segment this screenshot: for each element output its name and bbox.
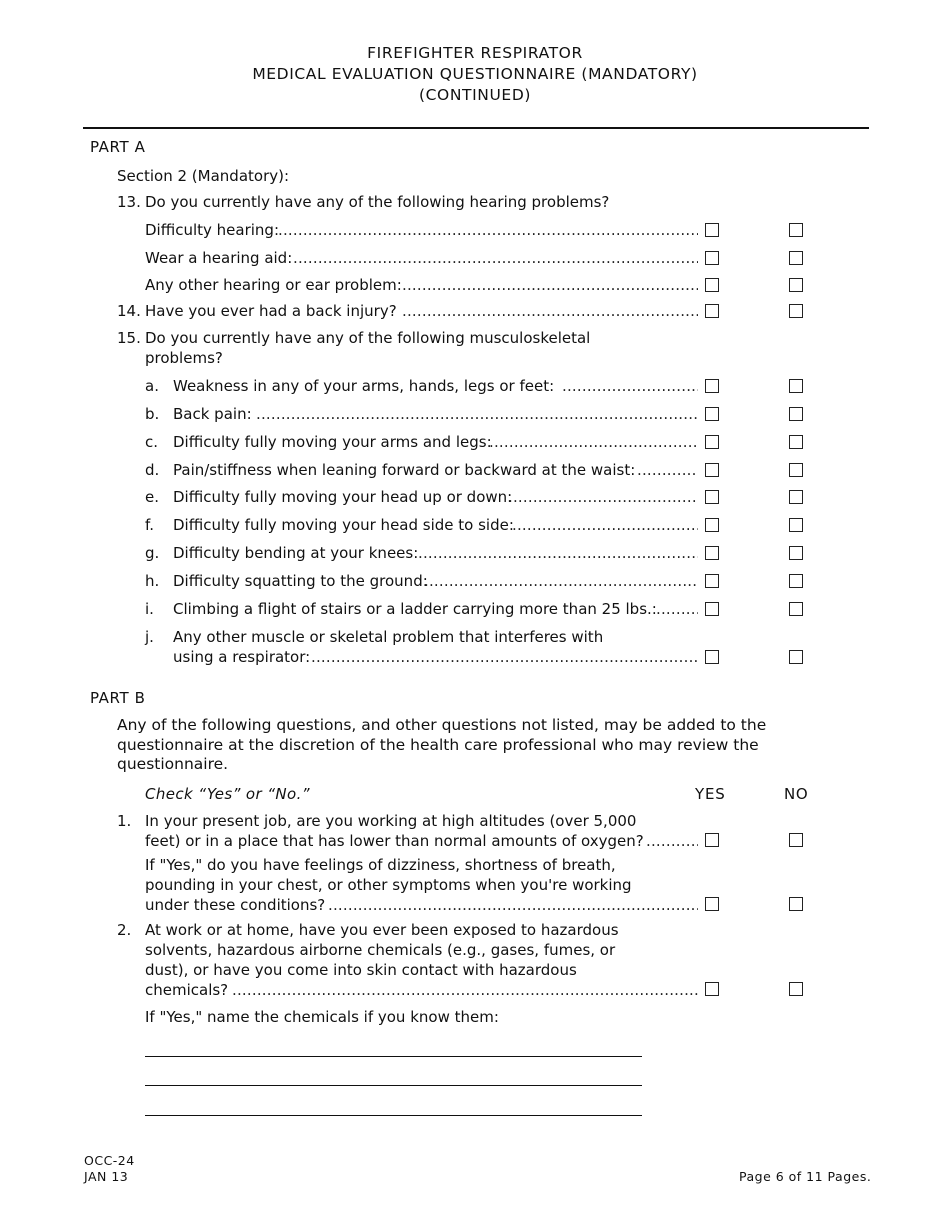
yes-checkbox[interactable] (705, 490, 719, 504)
b-q1-followup-cont: pounding in your chest, or other symptoms when you're working (145, 876, 632, 894)
form-subtitle: MEDICAL EVALUATION QUESTIONNAIRE (MANDATORY) (252, 65, 698, 83)
yes-checkbox[interactable] (705, 897, 719, 911)
dot-leader (311, 647, 698, 667)
b-q2-text: At work or at home, have you ever been exposed to hazardous (145, 921, 619, 939)
no-checkbox[interactable] (789, 518, 803, 532)
yes-checkbox[interactable] (705, 223, 719, 237)
yes-checkbox[interactable] (705, 574, 719, 588)
q15-item-label: Climbing a flight of stairs or a ladder carrying more than 25 lbs.: (173, 600, 657, 618)
q13-number: 13. (117, 193, 141, 211)
no-checkbox[interactable] (789, 379, 803, 393)
b-q2-text-cont: chemicals? (145, 981, 229, 999)
q15-item-label: Difficulty fully moving your head side to side: (173, 516, 514, 534)
b-q1-number: 1. (117, 812, 132, 830)
b-q2-text-cont: solvents, hazardous airborne chemicals (e.g., gases, fumes, or (145, 941, 616, 959)
yes-checkbox[interactable] (705, 278, 719, 292)
q15-item-label: Difficulty fully moving your head up or down: (173, 488, 513, 506)
yes-checkbox[interactable] (705, 518, 719, 532)
q13-item-label: Difficulty hearing: (145, 221, 280, 239)
item-letter: i. (145, 600, 154, 618)
b-q2-followup: If "Yes," name the chemicals if you know them: (145, 1008, 499, 1026)
form-id: OCC-24 (84, 1153, 135, 1168)
section-2-label: Section 2 (Mandatory): (117, 167, 290, 185)
part-b-intro: Any of the following questions, and other questions not listed, may be added to the (117, 716, 767, 734)
check-instruction: Check “Yes” or “No.” (145, 785, 310, 803)
no-checkbox[interactable] (789, 251, 803, 265)
dot-leader (512, 515, 698, 535)
yes-checkbox[interactable] (705, 435, 719, 449)
no-checkbox[interactable] (789, 574, 803, 588)
dot-leader (508, 487, 698, 507)
q15-item-label: Pain/stiffness when leaning forward or backward at the waist: (173, 461, 636, 479)
no-checkbox[interactable] (789, 650, 803, 664)
dot-leader (278, 220, 698, 240)
yes-checkbox[interactable] (705, 463, 719, 477)
q15-item-label: Difficulty fully moving your arms and legs: (173, 433, 492, 451)
dot-leader (562, 376, 698, 396)
q14-number: 14. (117, 302, 141, 320)
yes-checkbox[interactable] (705, 650, 719, 664)
dot-leader (402, 275, 698, 295)
dot-leader (328, 895, 698, 915)
b-q2-text-cont: dust), or have you come into skin contact with hazardous (145, 961, 577, 979)
dot-leader (256, 404, 698, 424)
dot-leader (489, 432, 698, 452)
yes-checkbox[interactable] (705, 546, 719, 560)
form-date: JAN 13 (84, 1169, 129, 1184)
yes-checkbox[interactable] (705, 833, 719, 847)
item-letter: h. (145, 572, 160, 590)
q15-text: Do you currently have any of the following musculoskeletal (145, 329, 591, 347)
q15-text-cont: problems? (145, 349, 223, 367)
b-q1-followup-cont: under these conditions? (145, 896, 326, 914)
header-rule (83, 127, 869, 129)
no-column-header: NO (784, 785, 809, 803)
b-q1-text: In your present job, are you working at high altitudes (over 5,000 (145, 812, 637, 830)
no-checkbox[interactable] (789, 833, 803, 847)
dot-leader (418, 543, 698, 563)
no-checkbox[interactable] (789, 602, 803, 616)
part-b-intro-cont: questionnaire at the discretion of the health care professional who may review the (117, 735, 759, 754)
yes-checkbox[interactable] (705, 304, 719, 318)
q15-item-label: Difficulty bending at your knees: (173, 544, 419, 562)
q15-item-label-cont: using a respirator: (173, 648, 311, 666)
no-checkbox[interactable] (789, 223, 803, 237)
chemicals-answer-line[interactable] (145, 1056, 642, 1057)
q15-number: 15. (117, 329, 141, 347)
dot-leader (232, 980, 698, 1000)
dot-leader (293, 248, 698, 268)
item-letter: j. (145, 628, 154, 646)
item-letter: d. (145, 461, 160, 479)
chemicals-answer-line[interactable] (145, 1115, 642, 1116)
b-q1-followup: If "Yes," do you have feelings of dizziness, shortness of breath, (145, 856, 616, 874)
form-continued: (CONTINUED) (418, 86, 532, 104)
page-number: Page 6 of 11 Pages. (739, 1169, 872, 1184)
item-letter: g. (145, 544, 160, 562)
no-checkbox[interactable] (789, 897, 803, 911)
q15-item-label: Any other muscle or skeletal problem that interferes with (173, 628, 604, 646)
q13-item-label: Wear a hearing aid: (145, 249, 293, 267)
no-checkbox[interactable] (789, 435, 803, 449)
dot-leader (646, 831, 698, 851)
dot-leader (656, 599, 698, 619)
form-title: FIREFIGHTER RESPIRATOR (367, 44, 583, 62)
yes-checkbox[interactable] (705, 407, 719, 421)
q15-item-label: Back pain: (173, 405, 252, 423)
q13-item-label: Any other hearing or ear problem: (145, 276, 402, 294)
no-checkbox[interactable] (789, 982, 803, 996)
b-q1-text-cont: feet) or in a place that has lower than normal amounts of oxygen? (145, 832, 644, 850)
yes-checkbox[interactable] (705, 379, 719, 393)
yes-checkbox[interactable] (705, 982, 719, 996)
dot-leader (402, 301, 698, 321)
item-letter: b. (145, 405, 160, 423)
part-a-title: PART A (90, 138, 146, 156)
yes-checkbox[interactable] (705, 251, 719, 265)
dot-leader (637, 460, 698, 480)
yes-column-header: YES (695, 785, 726, 803)
item-letter: f. (145, 516, 154, 534)
no-checkbox[interactable] (789, 304, 803, 318)
q13-text: Do you currently have any of the following hearing problems? (145, 193, 610, 211)
q15-item-label: Weakness in any of your arms, hands, legs or feet: (173, 377, 555, 395)
no-checkbox[interactable] (789, 407, 803, 421)
no-checkbox[interactable] (789, 546, 803, 560)
no-checkbox[interactable] (789, 278, 803, 292)
q15-item-label: Difficulty squatting to the ground: (173, 572, 428, 590)
dot-leader (424, 571, 698, 591)
q14-text: Have you ever had a back injury? (145, 302, 397, 320)
part-b-title: PART B (90, 689, 146, 707)
yes-checkbox[interactable] (705, 602, 719, 616)
b-q2-number: 2. (117, 921, 132, 939)
part-b-intro-cont: questionnaire. (117, 755, 229, 773)
no-checkbox[interactable] (789, 463, 803, 477)
item-letter: e. (145, 488, 159, 506)
item-letter: c. (145, 433, 159, 451)
item-letter: a. (145, 377, 159, 395)
no-checkbox[interactable] (789, 490, 803, 504)
chemicals-answer-line[interactable] (145, 1085, 642, 1086)
